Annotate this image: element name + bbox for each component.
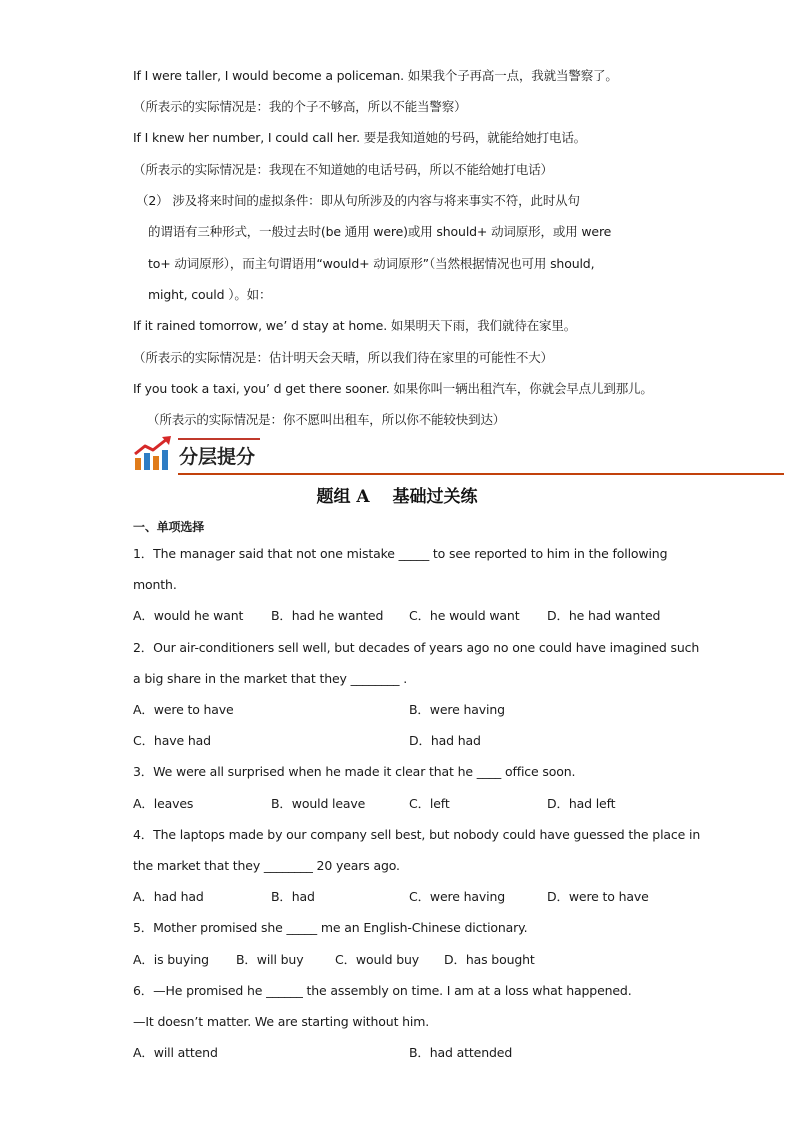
question-stem: a big share in the market that they ________ . <box>133 671 408 686</box>
option-d[interactable]: D．had had <box>409 733 481 748</box>
note-line: （2） 涉及将来时间的虚拟条件：即从句所涉及的内容与将来事实不符，此时从句 <box>136 193 580 208</box>
section-banner <box>133 434 784 478</box>
question-stem: month. <box>133 577 177 592</box>
question-stem: 2．Our air-conditioners sell well, but decades of years ago no one could have imagined such <box>133 640 700 655</box>
option-a[interactable]: A．leaves <box>133 796 194 811</box>
question-stem: the market that they ________ 20 years ago. <box>133 858 400 873</box>
option-d[interactable]: D．had left <box>547 796 616 811</box>
note-line: If I knew her number, I could call her. 要是我知道她的号码，就能给她打电话。 <box>133 130 587 145</box>
growth-chart-icon <box>133 436 173 472</box>
note-line: If it rained tomorrow, we’ d stay at home. 如果明天下雨，我们就待在家里。 <box>133 318 577 333</box>
note-line: If I were taller, I would become a policeman. 如果我个子再高一点，我就当警察了。 <box>133 68 618 83</box>
note-line: （所表示的实际情况是：估计明天会天晴，所以我们待在家里的可能性不大） <box>133 350 553 365</box>
question-stem: 5．Mother promised she _____ me an English-Chinese dictionary. <box>133 920 528 935</box>
note-line: 的谓语有三种形式，一般过去时(be 通用 were)或用 should+ 动词原形，或用 were <box>148 224 612 239</box>
option-b[interactable]: B．had attended <box>409 1045 513 1060</box>
option-a[interactable]: A．is buying <box>133 952 209 967</box>
banner-title: 分层提分 <box>179 446 256 468</box>
option-d[interactable]: D．were to have <box>547 889 649 904</box>
question-stem: 3．We were all surprised when he made it clear that he ____ office soon. <box>133 764 576 779</box>
option-b[interactable]: B．would leave <box>271 796 366 811</box>
option-b[interactable]: B．will buy <box>236 952 304 967</box>
banner-accent-line <box>178 438 260 440</box>
option-b[interactable]: B．had <box>271 889 315 904</box>
option-a[interactable]: A．were to have <box>133 702 234 717</box>
option-b[interactable]: B．had he wanted <box>271 608 384 623</box>
section-title: 一、单项选择 <box>133 520 205 534</box>
option-a[interactable]: A．had had <box>133 889 204 904</box>
note-line: （所表示的实际情况是：我现在不知道她的电话号码，所以不能给她打电话） <box>133 162 553 177</box>
option-c[interactable]: C．were having <box>409 889 506 904</box>
note-line: to+ 动词原形），而主句谓语用“would+ 动词原形”（当然根据情况也可用 should, <box>148 256 595 271</box>
group-title: 题组 A 基础过关练 <box>316 487 478 507</box>
note-line: （所表示的实际情况是：你不愿叫出租车，所以你不能较快到达） <box>147 412 506 427</box>
banner-divider <box>178 473 784 475</box>
question-stem: 6．—He promised he ______ the assembly on time. I am at a loss what happened. <box>133 983 632 998</box>
option-a[interactable]: A．will attend <box>133 1045 218 1060</box>
note-line: might, could ）。如： <box>148 287 272 302</box>
option-c[interactable]: C．left <box>409 796 450 811</box>
question-stem: 1．The manager said that not one mistake _____ to see reported to him in the following <box>133 546 668 561</box>
dialogue-line: —It doesn’t matter. We are starting without him. <box>133 1014 430 1029</box>
note-line: If you took a taxi, you’ d get there sooner. 如果你叫一辆出租汽车，你就会早点儿到那儿。 <box>133 381 653 396</box>
option-b[interactable]: B．were having <box>409 702 505 717</box>
question-stem: 4．The laptops made by our company sell best, but nobody could have guessed the place in <box>133 827 701 842</box>
option-c[interactable]: C．have had <box>133 733 211 748</box>
option-c[interactable]: C．would buy <box>335 952 420 967</box>
option-d[interactable]: D．he had wanted <box>547 608 661 623</box>
option-a[interactable]: A．would he want <box>133 608 244 623</box>
option-c[interactable]: C．he would want <box>409 608 520 623</box>
option-d[interactable]: D．has bought <box>444 952 535 967</box>
note-line: （所表示的实际情况是：我的个子不够高，所以不能当警察） <box>133 99 467 114</box>
